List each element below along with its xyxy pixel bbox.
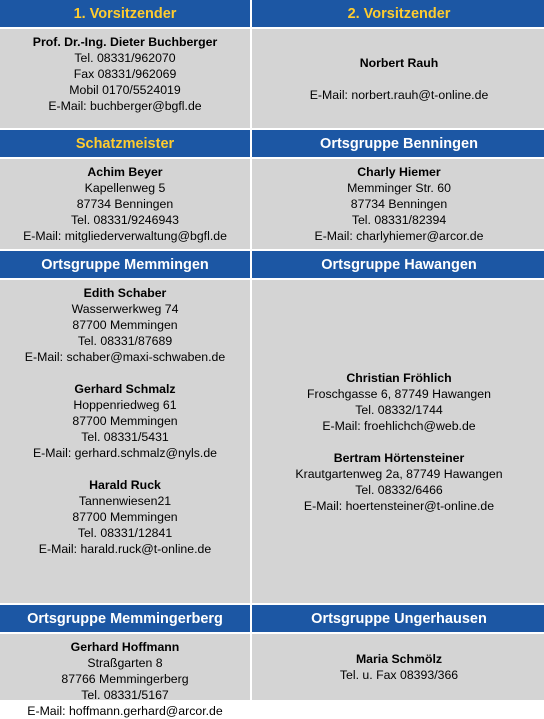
cell-ortsgruppe-benningen: [252, 159, 544, 249]
contact-name: Gerhard Schmalz: [74, 382, 176, 396]
header-ortsgruppe-memmingerberg: Ortsgruppe Memmingerberg: [0, 605, 250, 632]
contact-name: Bertram Hörtensteiner: [333, 450, 465, 465]
contact-name: Prof. Dr.-Ing. Dieter Buchberger: [32, 35, 218, 49]
contact-city: 87700 Memmingen: [72, 510, 178, 524]
cell-ortsgruppe-memmingen: [0, 280, 250, 603]
contact-email[interactable]: E-Mail: buchberger@bgfl.de: [48, 99, 202, 113]
contact-city: 87734 Benningen: [350, 197, 448, 211]
contact-address: Froschgasse 6, 87749 Hawangen: [307, 386, 491, 401]
contact-street: Memminger Str. 60: [347, 181, 451, 195]
contact-tel: Tel. 08331/12841: [77, 526, 173, 540]
contact-tel: Tel. 08331/82394: [351, 213, 447, 227]
contact-tel: Tel. 08332/6466: [355, 482, 443, 497]
contact-tel: Tel. 08331/5431: [81, 430, 169, 444]
contact-email[interactable]: E-Mail: hoertensteiner@t-online.de: [303, 498, 495, 513]
contact-name: Norbert Rauh: [359, 55, 439, 70]
contact-email[interactable]: E-Mail: gerhard.schmalz@nyls.de: [32, 446, 218, 460]
contact-tel: Tel. 08332/1744: [355, 402, 443, 417]
contact-name: Charly Hiemer: [357, 165, 441, 179]
contact-street: Straßgarten 8: [87, 656, 163, 670]
contact-street: Hoppenriedweg 61: [73, 398, 177, 412]
contact-name: Edith Schaber: [83, 286, 167, 300]
contact-email[interactable]: E-Mail: charlyhiemer@arcor.de: [314, 229, 484, 243]
contact-tel: Tel. 08331/5167: [81, 688, 169, 702]
cell-ortsgruppe-memmingerberg: [0, 634, 250, 718]
contact-email[interactable]: E-Mail: froehlichch@web.de: [322, 418, 476, 433]
cell-ortsgruppe-hawangen: [252, 280, 544, 603]
contact-fax: Fax 08331/962069: [73, 67, 177, 81]
contact-email[interactable]: E-Mail: norbert.rauh@t-online.de: [309, 87, 489, 102]
contact-email[interactable]: E-Mail: mitgliederverwaltung@bgfl.de: [23, 229, 227, 243]
contact-name: Achim Beyer: [87, 165, 163, 179]
contact-street: Wasserwerkweg 74: [71, 302, 179, 316]
contact-mobil: Mobil 0170/5524019: [69, 83, 181, 97]
cell-vorsitzender-1: [0, 29, 250, 128]
header-ortsgruppe-ungerhausen: Ortsgruppe Ungerhausen: [252, 605, 544, 632]
header-ortsgruppe-memmingen: Ortsgruppe Memmingen: [0, 251, 250, 278]
contact-name: Harald Ruck: [89, 478, 161, 492]
contact-city: 87734 Benningen: [76, 197, 174, 211]
header-ortsgruppe-hawangen: Ortsgruppe Hawangen: [252, 251, 544, 278]
header-vorsitzender-1: 1. Vorsitzender: [0, 0, 250, 27]
cell-ortsgruppe-ungerhausen: [252, 634, 544, 700]
contact-name: Maria Schmölz: [355, 652, 443, 666]
contact-tel: Tel. u. Fax 08393/366: [339, 668, 459, 682]
contact-email[interactable]: E-Mail: harald.ruck@t-online.de: [38, 542, 212, 556]
header-schatzmeister: Schatzmeister: [0, 130, 250, 157]
header-vorsitzender-2: 2. Vorsitzender: [252, 0, 544, 27]
contact-city: 87700 Memmingen: [72, 414, 178, 428]
contact-name: Christian Fröhlich: [346, 370, 452, 385]
contact-tel: Tel. 08331/87689: [77, 334, 173, 348]
header-ortsgruppe-benningen: Ortsgruppe Benningen: [252, 130, 544, 157]
contact-tel: Tel. 08331/962070: [74, 51, 176, 65]
cell-vorsitzender-2: [252, 29, 544, 128]
contact-email[interactable]: E-Mail: schaber@maxi-schwaben.de: [24, 350, 226, 364]
contact-tel: Tel. 08331/9246943: [70, 213, 180, 227]
contact-street: Kapellenweg 5: [84, 181, 166, 195]
contact-name: Gerhard Hoffmann: [70, 640, 180, 654]
contact-city: 87700 Memmingen: [72, 318, 178, 332]
contact-email[interactable]: E-Mail: hoffmann.gerhard@arcor.de: [27, 704, 223, 718]
contact-street: Tannenwiesen21: [78, 494, 172, 508]
cell-schatzmeister: [0, 159, 250, 249]
contact-city: 87766 Memmingerberg: [61, 672, 189, 686]
contact-address: Krautgartenweg 2a, 87749 Hawangen: [295, 466, 503, 481]
